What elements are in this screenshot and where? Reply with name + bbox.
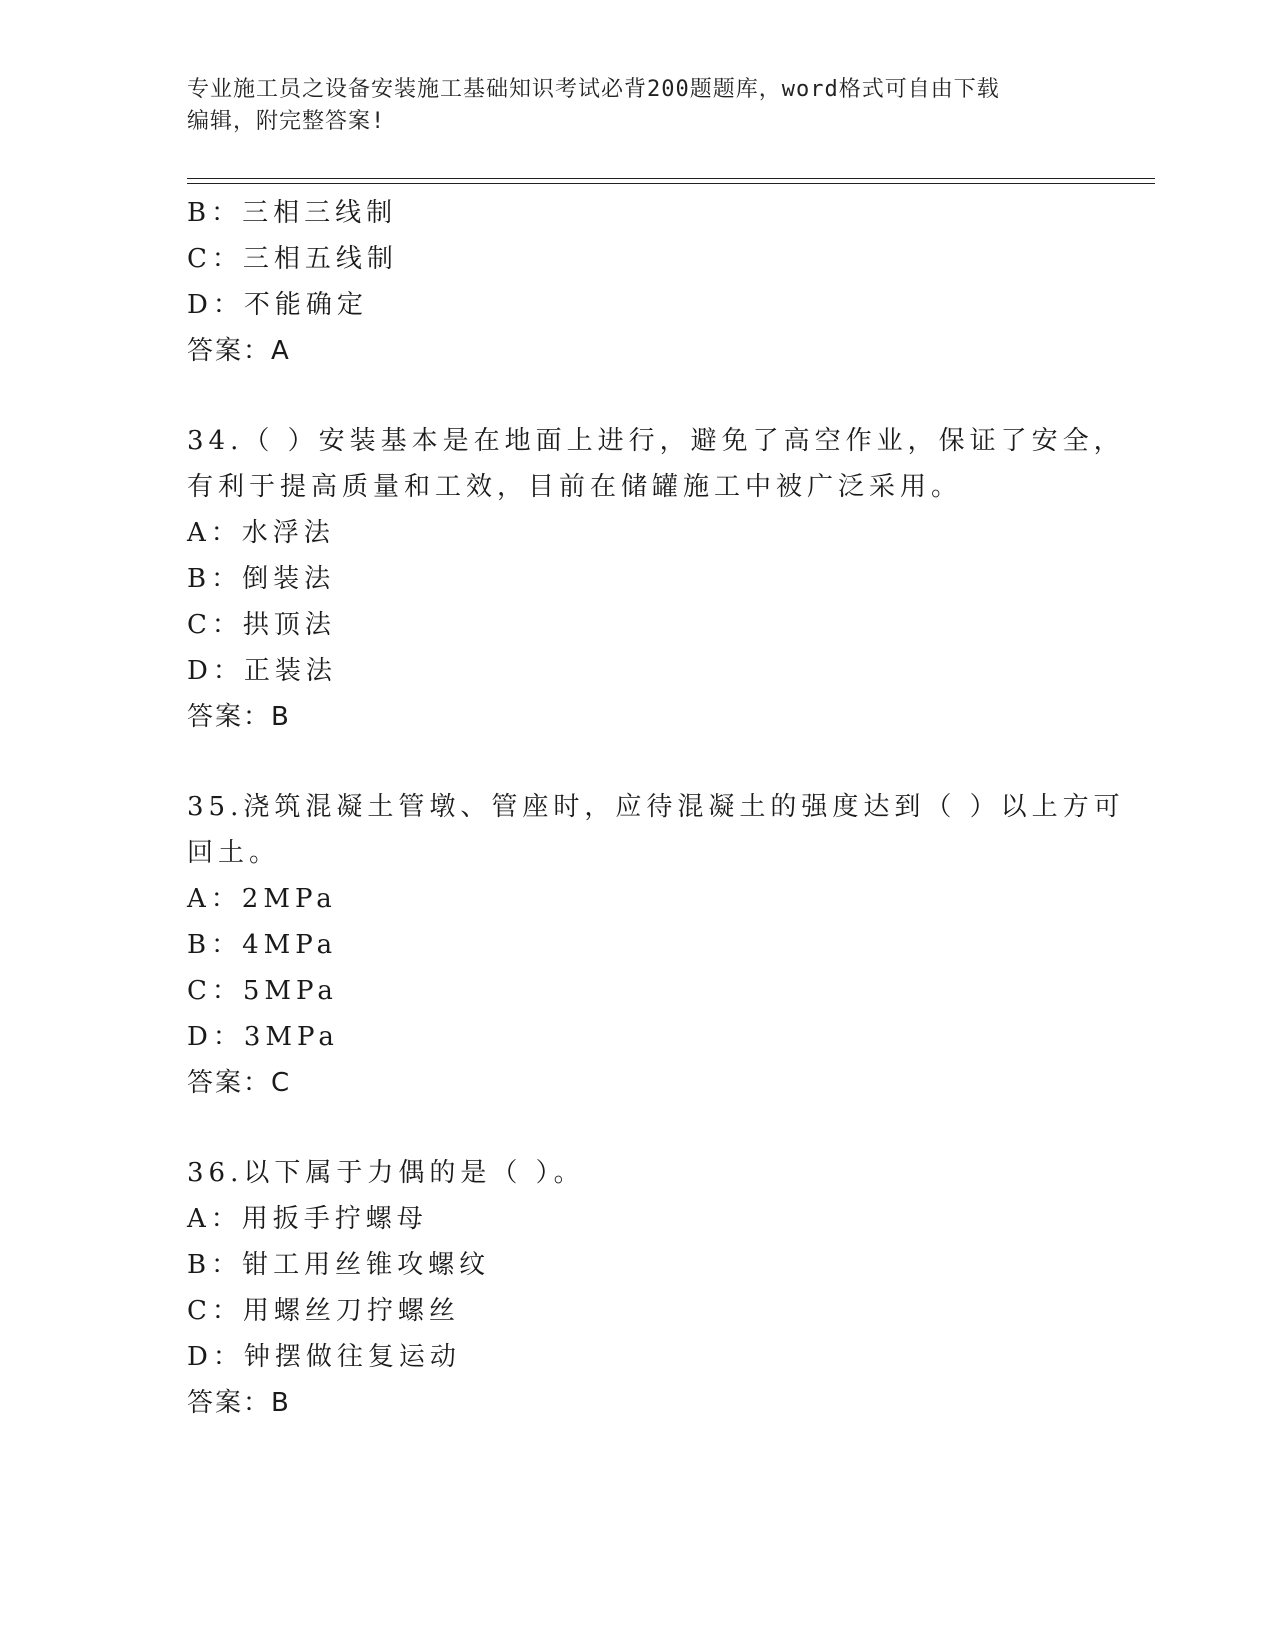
option-c: C：用螺丝刀拧螺丝 xyxy=(187,1296,460,1326)
header-line-1: 专业施工员之设备安装施工基础知识考试必背200题题库，word格式可自由下载 xyxy=(187,77,1000,102)
question-block-35 xyxy=(187,784,1125,1106)
option-a: A：水浮法 xyxy=(187,518,335,548)
option-a: A：用扳手拧螺母 xyxy=(187,1204,428,1234)
option-a: A：2MPa xyxy=(187,884,337,914)
option-b: B：倒装法 xyxy=(187,564,336,594)
answer-line: 答案：B xyxy=(187,1388,291,1418)
option-c: C：三相五线制 xyxy=(187,244,398,274)
answer-line: 答案：B xyxy=(187,702,291,732)
question-text-line-1: 36.以下属于力偶的是（ ）。 xyxy=(187,1158,585,1188)
option-b: B：4MPa xyxy=(187,930,338,960)
question-list xyxy=(187,190,1125,1426)
header-line-2: 编辑，附完整答案! xyxy=(187,109,386,134)
option-d: D：3MPa xyxy=(187,1022,339,1052)
option-d: D：钟摆做往复运动 xyxy=(187,1342,461,1372)
question-text-line-2: 回土。 xyxy=(187,838,281,868)
question-block-33 xyxy=(187,190,1087,374)
option-b: B：三相三线制 xyxy=(187,198,398,228)
document-header xyxy=(187,74,1087,138)
question-text-line-1: 35.浇筑混凝土管墩、管座时，应待混凝土的强度达到（ ）以上方可 xyxy=(187,792,1125,822)
option-c: C：拱顶法 xyxy=(187,610,336,640)
option-c: C：5MPa xyxy=(187,976,338,1006)
question-block-34 xyxy=(187,418,1125,740)
option-d: D：不能确定 xyxy=(187,290,368,320)
option-d: D：正装法 xyxy=(187,656,337,686)
header-divider-top xyxy=(187,178,1155,179)
header-divider-bottom xyxy=(187,183,1155,184)
question-block-36 xyxy=(187,1150,1087,1426)
answer-line: 答案：C xyxy=(187,1068,292,1098)
answer-line: 答案：A xyxy=(187,336,291,366)
option-b: B：钳工用丝锥攻螺纹 xyxy=(187,1250,491,1280)
question-text-line-1: 34.（ ）安装基本是在地面上进行，避免了高空作业，保证了安全， xyxy=(187,426,1125,456)
question-text-line-2: 有利于提高质量和工效，目前在储罐施工中被广泛采用。 xyxy=(187,472,963,502)
